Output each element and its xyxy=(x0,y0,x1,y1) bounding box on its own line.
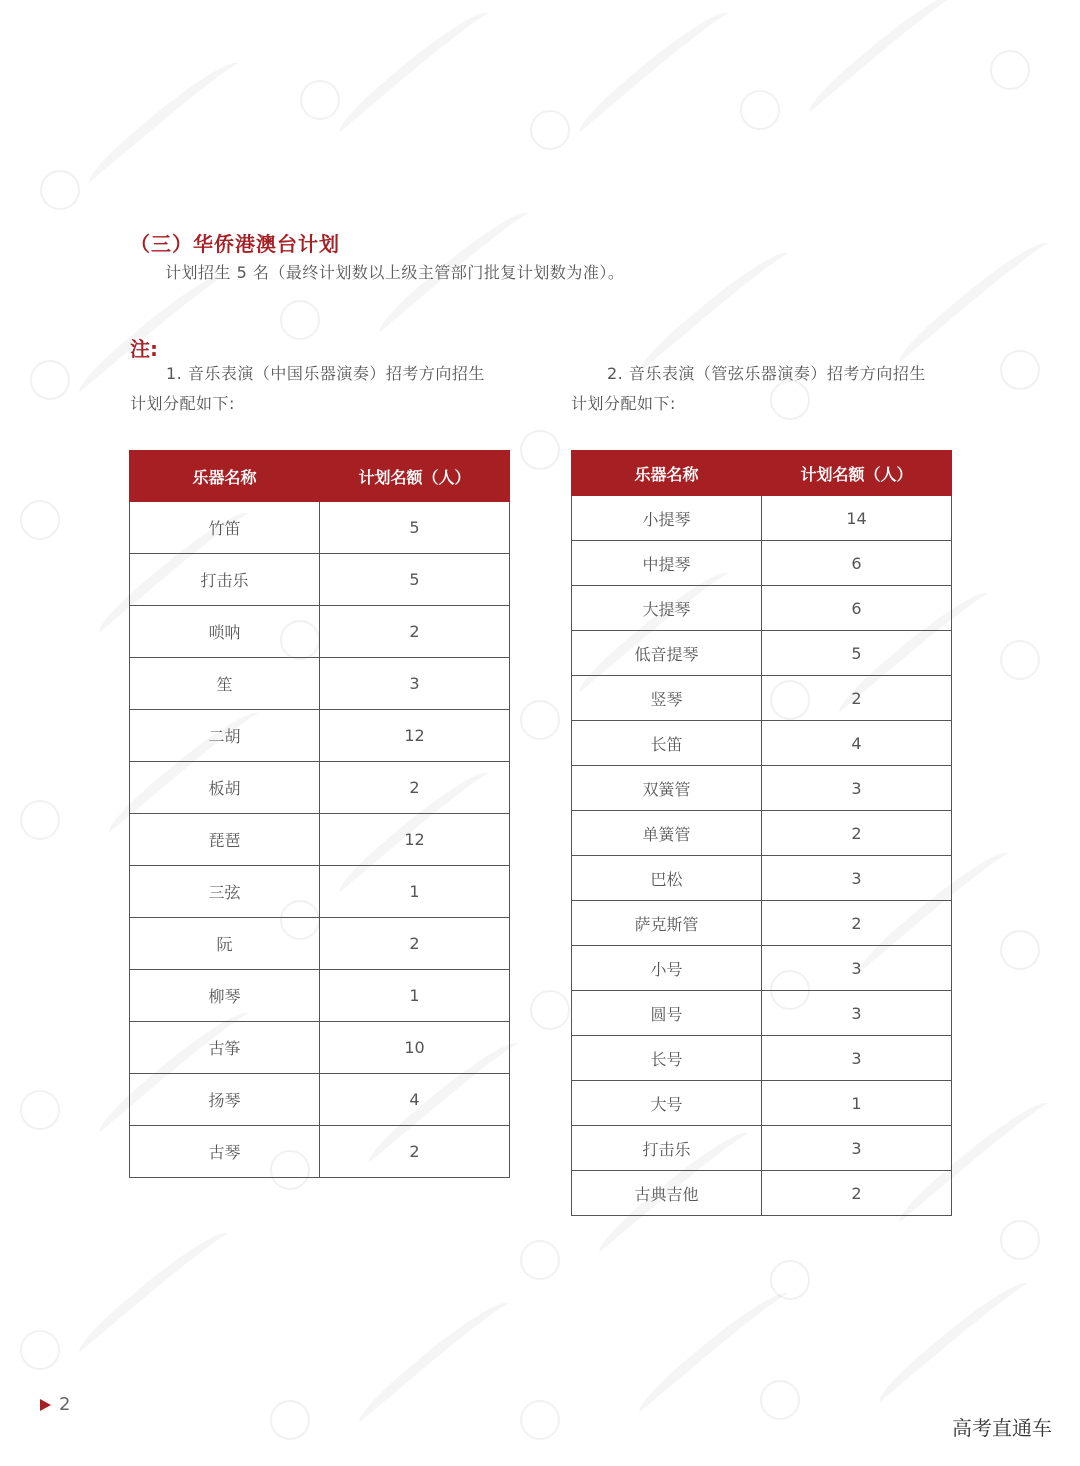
table-row xyxy=(130,606,510,658)
intro-table2 xyxy=(571,359,971,419)
table-row xyxy=(572,721,952,766)
quota-value: 12 xyxy=(320,814,510,866)
instrument-name: 低音提琴 xyxy=(572,631,762,676)
instrument-name: 双簧管 xyxy=(572,766,762,811)
quota-value: 3 xyxy=(762,856,952,901)
instrument-name: 小提琴 xyxy=(572,496,762,541)
intro-table1 xyxy=(130,359,520,419)
instrument-name: 大提琴 xyxy=(572,586,762,631)
table-row xyxy=(572,1126,952,1171)
footer-brand: 高考直通车 xyxy=(952,1416,1052,1440)
table-row xyxy=(130,814,510,866)
quota-value: 2 xyxy=(762,1171,952,1216)
table-row xyxy=(130,1126,510,1178)
quota-value: 6 xyxy=(762,541,952,586)
instrument-name: 二胡 xyxy=(130,710,320,762)
instrument-name: 古琴 xyxy=(130,1126,320,1178)
table-row xyxy=(130,866,510,918)
instrument-name: 柳琴 xyxy=(130,970,320,1022)
quota-value: 1 xyxy=(320,970,510,1022)
quota-value: 2 xyxy=(320,606,510,658)
table-row xyxy=(572,1036,952,1081)
quota-value: 2 xyxy=(320,762,510,814)
instrument-name: 琵琶 xyxy=(130,814,320,866)
quota-value: 1 xyxy=(320,866,510,918)
intro-table1-line2: 计划分配如下: xyxy=(130,394,235,413)
table-row xyxy=(572,766,952,811)
instrument-name: 古筝 xyxy=(130,1022,320,1074)
quota-value: 2 xyxy=(762,811,952,856)
instrument-name: 长笛 xyxy=(572,721,762,766)
quota-value: 14 xyxy=(762,496,952,541)
table-row xyxy=(130,1022,510,1074)
quota-value: 3 xyxy=(762,766,952,811)
table-row xyxy=(572,1171,952,1216)
quota-value: 6 xyxy=(762,586,952,631)
table-row xyxy=(130,554,510,606)
page-number-text: 2 xyxy=(59,1394,71,1415)
quota-value: 2 xyxy=(762,676,952,721)
quota-value: 1 xyxy=(762,1081,952,1126)
instrument-name: 竹笛 xyxy=(130,502,320,554)
column-header: 计划名额（人） xyxy=(320,451,510,502)
quota-value: 5 xyxy=(762,631,952,676)
column-header: 计划名额（人） xyxy=(762,451,952,496)
quota-value: 2 xyxy=(320,1126,510,1178)
table-row xyxy=(572,496,952,541)
table-header-row xyxy=(572,451,952,496)
quota-value: 2 xyxy=(762,901,952,946)
quota-value: 3 xyxy=(762,1036,952,1081)
table-row xyxy=(572,991,952,1036)
quota-value: 10 xyxy=(320,1022,510,1074)
table-row xyxy=(130,970,510,1022)
instrument-name: 萨克斯管 xyxy=(572,901,762,946)
table-row xyxy=(572,631,952,676)
instrument-name: 长号 xyxy=(572,1036,762,1081)
table-row xyxy=(572,811,952,856)
table-row xyxy=(572,901,952,946)
table-row xyxy=(130,918,510,970)
section-text: 计划招生 5 名（最终计划数以上级主管部门批复计划数为准）。 xyxy=(165,263,625,282)
table-row xyxy=(130,502,510,554)
instrument-name: 扬琴 xyxy=(130,1074,320,1126)
table-row xyxy=(130,762,510,814)
orchestral-instruments-table xyxy=(571,450,952,1216)
table-row xyxy=(572,1081,952,1126)
table-row xyxy=(130,710,510,762)
quota-value: 3 xyxy=(320,658,510,710)
instrument-name: 板胡 xyxy=(130,762,320,814)
table-header-row xyxy=(130,451,510,502)
instrument-name: 小号 xyxy=(572,946,762,991)
quota-value: 5 xyxy=(320,502,510,554)
intro-table1-line1: 1. 音乐表演（中国乐器演奏）招考方向招生 xyxy=(166,364,485,383)
page-number xyxy=(40,1394,70,1415)
quota-value: 12 xyxy=(320,710,510,762)
table-row xyxy=(572,676,952,721)
instrument-name: 笙 xyxy=(130,658,320,710)
instrument-name: 竖琴 xyxy=(572,676,762,721)
instrument-name: 唢呐 xyxy=(130,606,320,658)
intro-table2-line2: 计划分配如下: xyxy=(571,394,676,413)
table-row xyxy=(130,1074,510,1126)
chinese-instruments-table xyxy=(129,450,510,1178)
table-row xyxy=(130,658,510,710)
table-row xyxy=(572,586,952,631)
quota-value: 3 xyxy=(762,991,952,1036)
quota-value: 4 xyxy=(762,721,952,766)
intro-table2-line1: 2. 音乐表演（管弦乐器演奏）招考方向招生 xyxy=(607,364,926,383)
table-row xyxy=(572,541,952,586)
quota-value: 2 xyxy=(320,918,510,970)
table-row xyxy=(572,946,952,991)
triangle-right-icon xyxy=(40,1399,51,1411)
quota-value: 5 xyxy=(320,554,510,606)
instrument-name: 三弦 xyxy=(130,866,320,918)
instrument-name: 大号 xyxy=(572,1081,762,1126)
instrument-name: 中提琴 xyxy=(572,541,762,586)
section-title: （三）华侨港澳台计划 xyxy=(130,232,340,256)
instrument-name: 古典吉他 xyxy=(572,1171,762,1216)
quota-value: 4 xyxy=(320,1074,510,1126)
instrument-name: 阮 xyxy=(130,918,320,970)
instrument-name: 打击乐 xyxy=(130,554,320,606)
instrument-name: 打击乐 xyxy=(572,1126,762,1171)
instrument-name: 巴松 xyxy=(572,856,762,901)
instrument-name: 圆号 xyxy=(572,991,762,1036)
instrument-name: 单簧管 xyxy=(572,811,762,856)
quota-value: 3 xyxy=(762,1126,952,1171)
table-row xyxy=(572,856,952,901)
note-title: 注: xyxy=(130,337,158,361)
column-header: 乐器名称 xyxy=(130,451,320,502)
quota-value: 3 xyxy=(762,946,952,991)
column-header: 乐器名称 xyxy=(572,451,762,496)
